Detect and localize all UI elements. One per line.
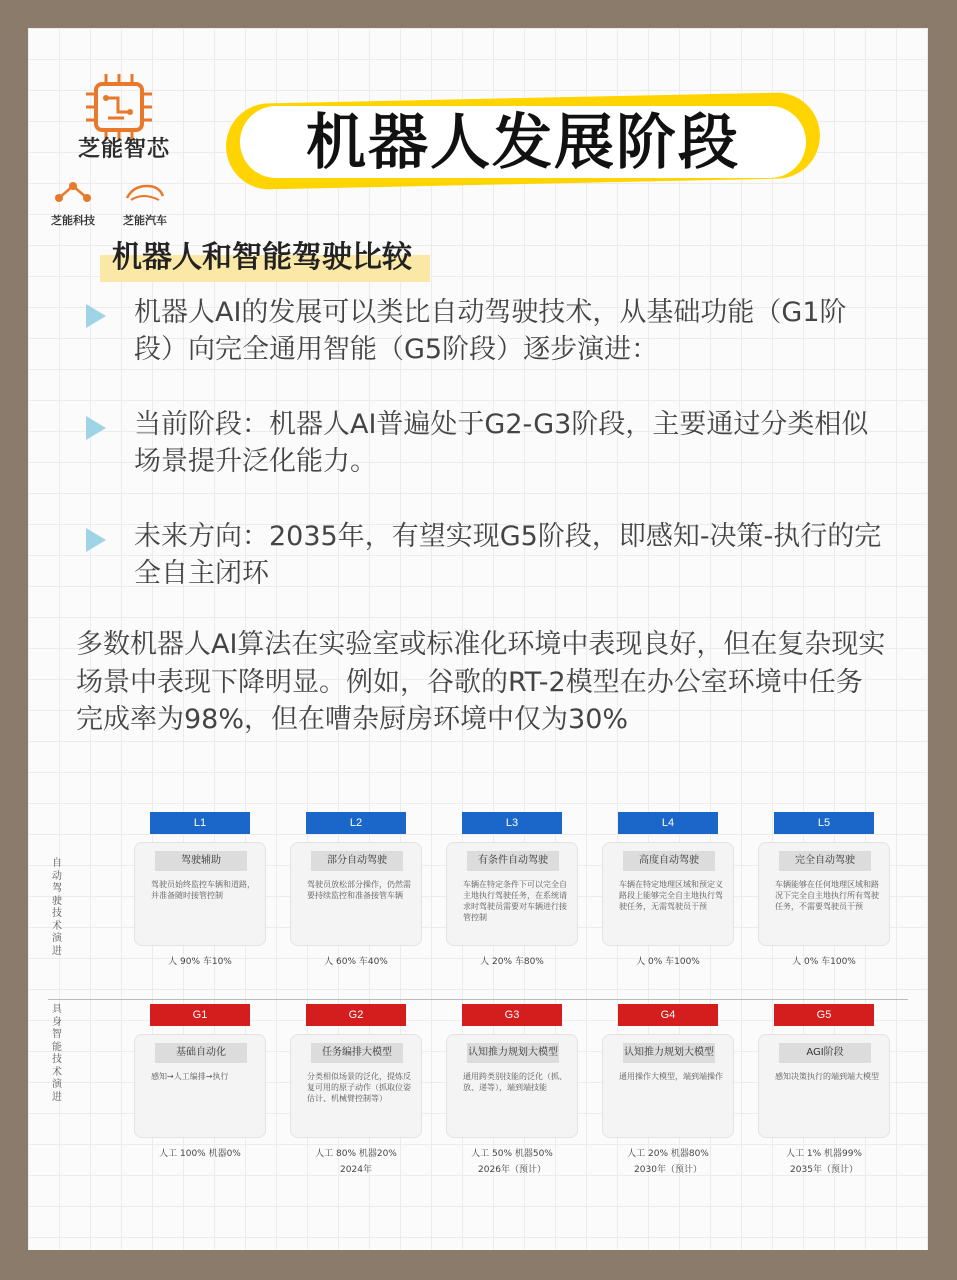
stage-desc: 通用操作大模型，端到端操作 [619, 1072, 723, 1081]
stage-ratio: 人工 20% 机器80% [627, 1149, 709, 1159]
level-tag: G3 [462, 1004, 562, 1026]
row-divider [48, 999, 908, 1000]
stage-year: 2035年（预计） [790, 1165, 858, 1175]
brand-name: 芝能智芯 [77, 137, 170, 162]
level-tag: G4 [618, 1004, 718, 1026]
body-paragraph: 多数机器人AI算法在实验室或标准化环境中表现良好，但在复杂现实场景中表现下降明显。例如，谷歌的RT-2模型在办公室环境中任务完成率为98%，但在嘈杂厨房环境中仅为30% [76, 629, 886, 735]
level-tag: L5 [774, 812, 874, 834]
stage-name: 认知推力规划大模型 [623, 1043, 715, 1063]
stage-ratio: 人工 1% 机器99% [785, 1149, 862, 1159]
stage-card [758, 1034, 890, 1138]
level-tag: G5 [774, 1004, 874, 1026]
level-tag: L3 [462, 812, 562, 834]
stage-desc: 车辆在特定地理区域和预定义路段上能够完全自主地执行驾驶任务，无需驾驶员干预 [619, 880, 723, 911]
stage-desc: 驾驶员放松部分操作，仍然需要持续监控和准备接管车辆 [307, 880, 411, 900]
stage-year: 2024年 [340, 1165, 372, 1175]
stage-name: 高度自动驾驶 [623, 851, 715, 871]
stage-year: 2030年（预计） [634, 1165, 702, 1175]
page [28, 28, 928, 1250]
stage-desc: 分类相似场景的泛化，提炼反复可用的原子动作（抓取位姿估计、机械臂控制等） [307, 1072, 411, 1103]
stage-name: 认知推力规划大模型 [467, 1043, 559, 1063]
stage-ratio: 人 60% 车40% [324, 957, 388, 967]
stage-year: 2026年（预计） [478, 1165, 546, 1175]
stage-ratio: 人 90% 车10% [168, 957, 232, 967]
stage-desc: 车辆能够在任何地理区域和路况下完全自主地执行所有驾驶任务，不需要驾驶员干预 [775, 880, 879, 911]
bullet-text: 机器人AI的发展可以类比自动驾驶技术，从基础功能（G1阶段）向完全通用智能（G5阶段）逐步演进： [134, 297, 847, 365]
bullet-item [86, 294, 886, 368]
bullet-item [86, 406, 886, 480]
stage-ratio: 人工 50% 机器50% [471, 1149, 553, 1159]
sub-brand-label: 芝能科技 [51, 214, 95, 227]
stage-ratio: 人 0% 车100% [636, 957, 700, 967]
level-tag: G1 [150, 1004, 250, 1026]
page-title: 机器人发展阶段 [306, 108, 740, 178]
section-subtitle: 机器人和智能驾驶比较 [100, 234, 430, 282]
triangle-bullet-icon [86, 528, 106, 552]
stage-ratio: 人工 80% 机器20% [315, 1149, 397, 1159]
stage-card [602, 842, 734, 946]
level-tag: G2 [306, 1004, 406, 1026]
level-tag: L2 [306, 812, 406, 834]
stage-card [446, 842, 578, 946]
stage-name: 驾驶辅助 [155, 851, 247, 871]
stage-name: AGI阶段 [779, 1043, 871, 1063]
triangle-bullet-icon [86, 416, 106, 440]
stage-card [602, 1034, 734, 1138]
stage-ratio: 人 20% 车80% [480, 957, 544, 967]
stage-name: 完全自动驾驶 [779, 851, 871, 871]
bullet-item [86, 518, 886, 592]
stage-desc: 通用跨类别技能的泛化（抓、放、递等），端到端技能 [463, 1072, 567, 1092]
sub-brand-auto [110, 180, 180, 228]
stage-card [134, 1034, 266, 1138]
sub-brand-tech [38, 180, 108, 228]
row-label-driving: 自动驾驶技术演进 [52, 858, 62, 957]
title-banner [226, 84, 820, 194]
stage-desc: 驾驶员始终监控车辆和道路，并准备随时接管控制 [151, 880, 255, 900]
stage-name: 部分自动驾驶 [311, 851, 403, 871]
car-logo-icon [123, 191, 167, 210]
molecule-logo-icon [53, 191, 93, 210]
row-label-embodied: 具身智能技术演进 [52, 1004, 62, 1103]
stage-desc: 感知决策执行的端到端大模型 [775, 1072, 879, 1081]
stage-ratio: 人工 100% 机器0% [159, 1149, 241, 1159]
level-tag: L1 [150, 812, 250, 834]
stage-desc: 车辆在特定条件下可以完全自主地执行驾驶任务，在系统请求时驾驶员需要对车辆进行接管控制 [463, 880, 567, 922]
sub-brand-label: 芝能汽车 [123, 214, 167, 227]
bullet-text: 未来方向：2035年，有望实现G5阶段，即感知-决策-执行的完全自主闭环 [134, 521, 882, 589]
stage-card [290, 1034, 422, 1138]
level-tag: L4 [618, 812, 718, 834]
stage-diagram [38, 808, 918, 1228]
stage-name: 有条件自动驾驶 [467, 851, 559, 871]
bullet-text: 当前阶段：机器人AI普遍处于G2-G3阶段，主要通过分类相似场景提升泛化能力。 [134, 409, 869, 477]
stage-card [134, 842, 266, 946]
stage-card [758, 842, 890, 946]
stage-desc: 感知→人工编排→执行 [151, 1072, 229, 1081]
stage-card [446, 1034, 578, 1138]
stage-name: 任务编排大模型 [311, 1043, 403, 1063]
stage-ratio: 人 0% 车100% [792, 957, 856, 967]
stage-name: 基础自动化 [155, 1043, 247, 1063]
triangle-bullet-icon [86, 304, 106, 328]
stage-card [290, 842, 422, 946]
